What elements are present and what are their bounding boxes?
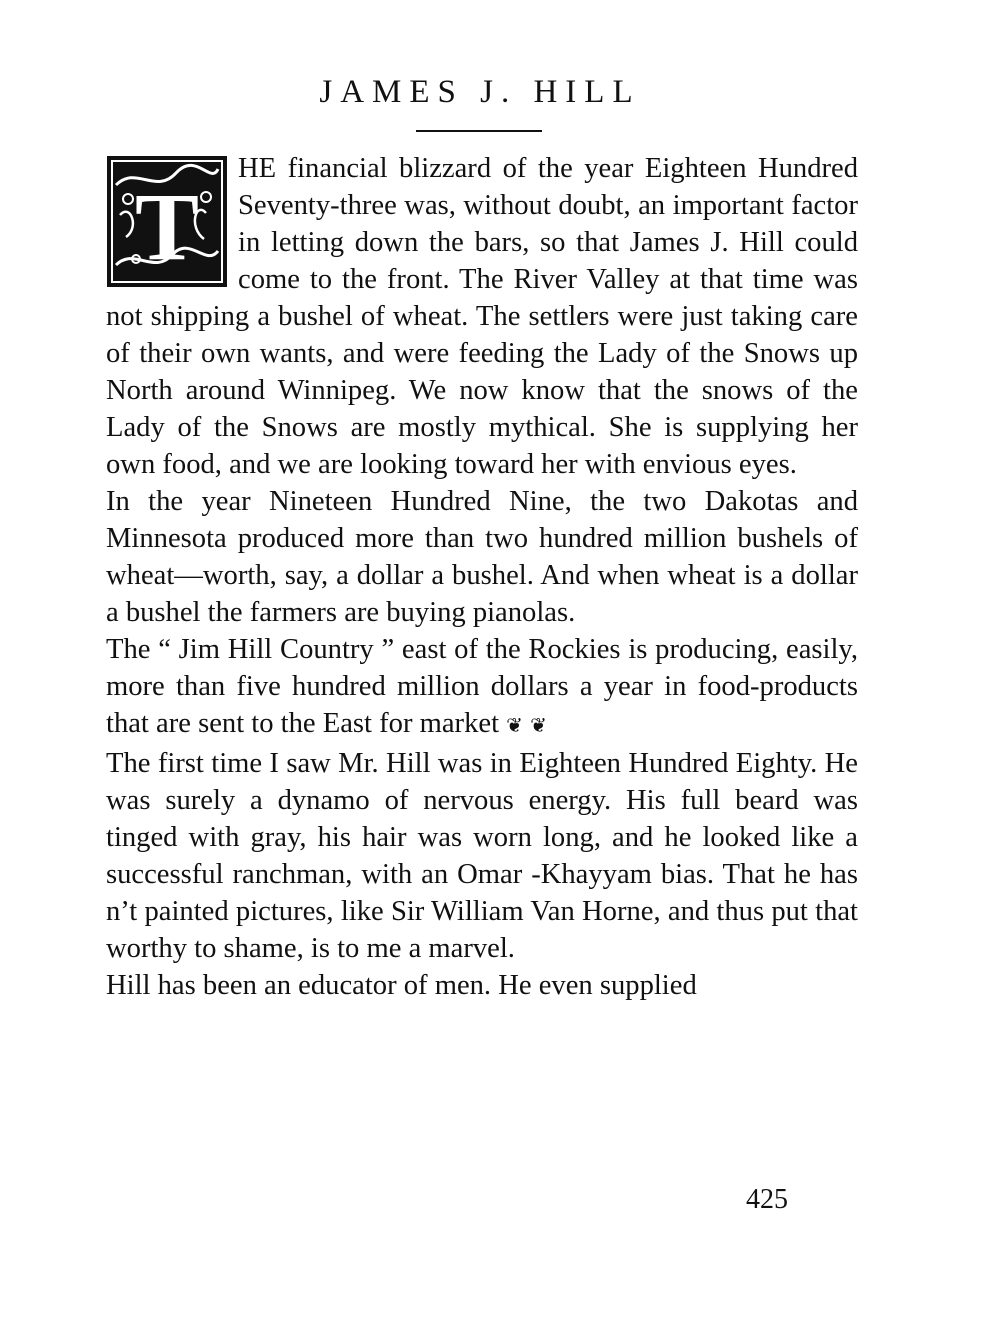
paragraph-2: In the year Nineteen Hundred Nine, the two Dakotas and Minnesota produced more than two hundred million bushels of wheat—worth, say, a dollar a bushel. And when wheat is a dollar a bushel the farmers are buying pianolas. <box>106 486 858 628</box>
paragraph-1 <box>106 150 858 483</box>
ornament-glyph-1: ❦ <box>506 715 523 737</box>
paragraph-1-text: HE financial blizzard of the year Eighteen Hundred Seventy-three was, without doubt, an important factor in letting down the bars, so that James J. Hill could come to the front. The River Valley at that time was not shipping a bushel of wheat. The settlers were just taking care of their own wants, and were feeding the Lady of the Snows up North around Winnipeg. We now know that the snows of the Lady of the Snows are mostly mythical. She is supplying her own food, and we are looking toward her with envious eyes. <box>106 153 858 480</box>
paragraph-4: The first time I saw Mr. Hill was in Eighteen Hundred Eighty. He was surely a dynamo of nervous energy. His full beard was tinged with gray, his hair was worn long, and he looked like a successful ranchman, with an Omar -Khayyam bias. That he has n’t painted pictures, like Sir William Van Horne, and thus put that worthy to shame, is to me a marvel. <box>106 748 858 964</box>
page-number: 425 <box>746 1184 788 1215</box>
drop-cap-letter: T <box>134 173 200 280</box>
body-text <box>106 150 858 1004</box>
paragraph-3-text: The “ Jim Hill Country ” east of the Rockies is producing, easily, more than five hundred million dollars a year in food-products that are sent to the East for market <box>106 634 858 739</box>
header-rule <box>416 130 542 132</box>
paragraph-3 <box>106 631 858 745</box>
ornamental-drop-cap <box>106 155 228 288</box>
running-header: JAMES J. HILL <box>319 74 641 110</box>
ornament-glyph-2: ❦ <box>530 715 547 737</box>
paragraph-5: Hill has been an educator of men. He even supplied <box>106 970 697 1001</box>
